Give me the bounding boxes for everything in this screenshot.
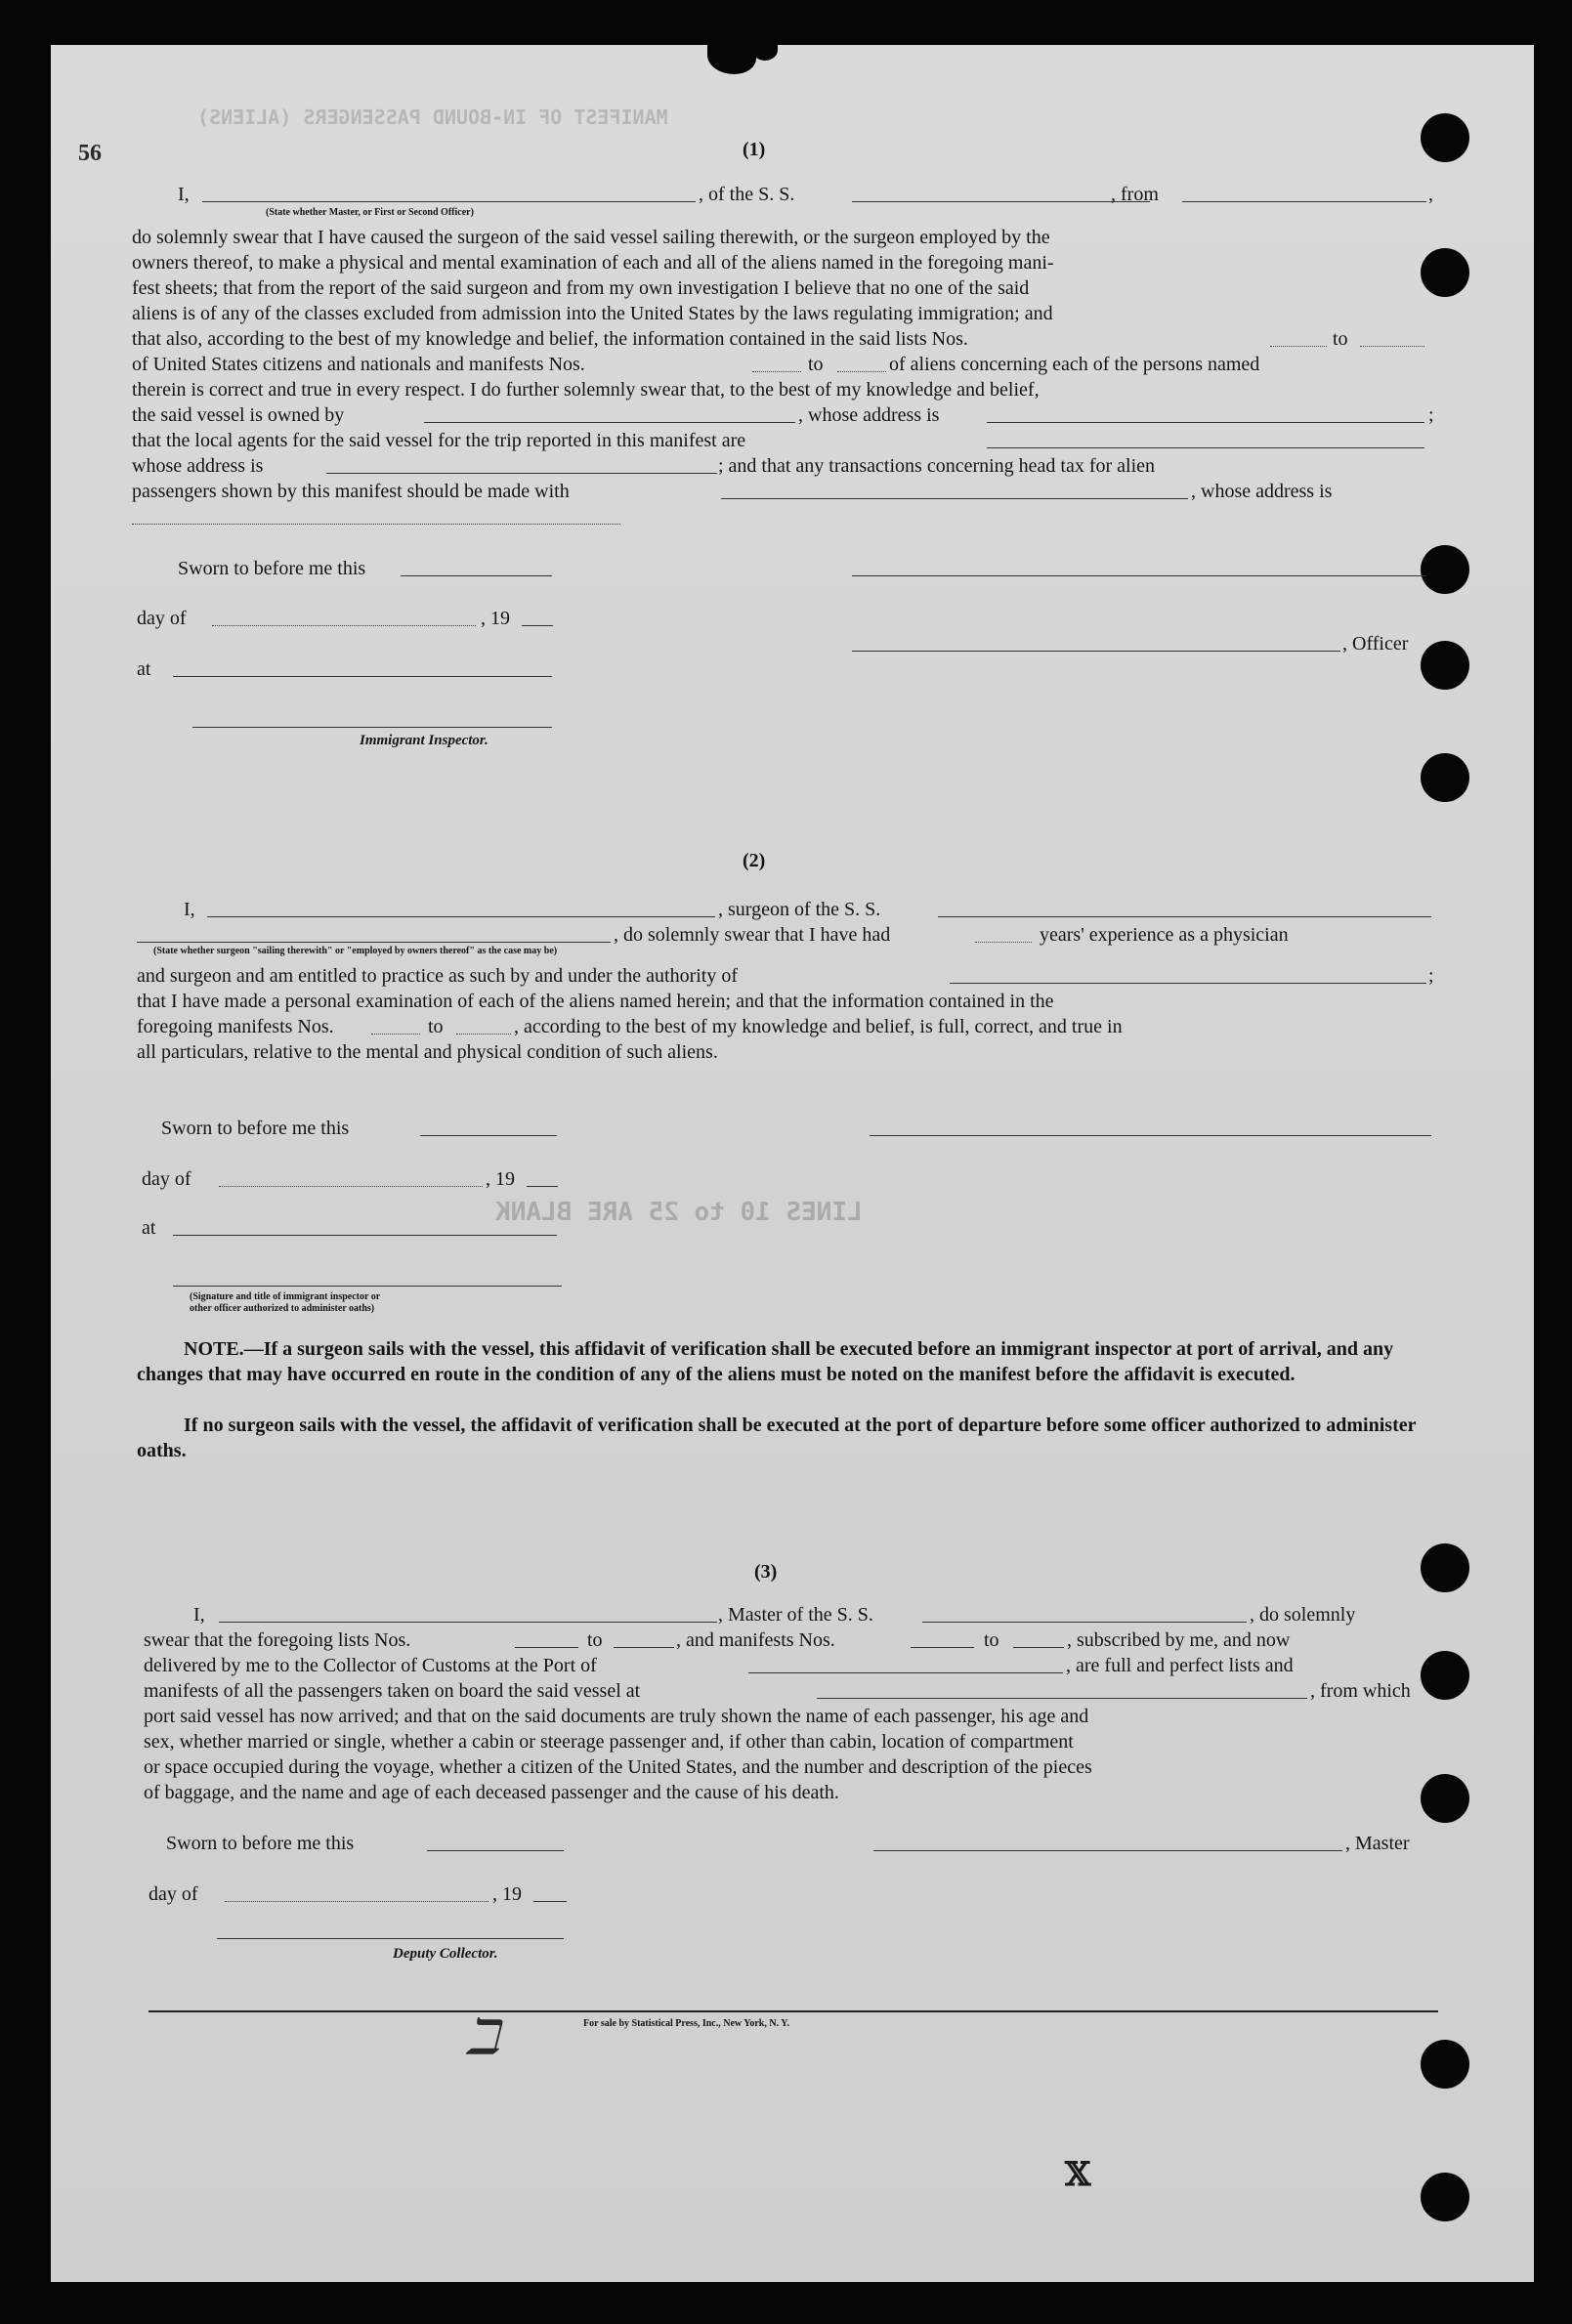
margin-page-number: 56 (78, 141, 102, 166)
s2-line-5: foregoing manifests Nos. (137, 1016, 334, 1037)
s3-line-3: delivered by me to the Collector of Customs at the Port of (144, 1655, 597, 1676)
s2-at-blank (173, 1235, 557, 1236)
section-3-number: (3) (754, 1561, 778, 1583)
s2-ship-name-blank (938, 916, 1431, 917)
s1-line-9-semicolon: ; (1428, 404, 1434, 426)
s1-year-blank (522, 625, 553, 626)
handwritten-mark: 𝕏 (1065, 2155, 1091, 2194)
s2-year-label: , 19 (486, 1168, 515, 1190)
s2-note-1-text: —If a surgeon sails with the vessel, this affidavit of verification shall be executed before an immigrant inspector at port of arrival, and any changes that may have occurred en route in the condition of any of the aliens must be noted on the manifest before the affidavit is executed. (137, 1338, 1394, 1385)
s3-deputy-label: Deputy Collector. (393, 1946, 498, 1962)
handwritten-mark: ℶ (466, 2008, 499, 2065)
section-1-number: (1) (743, 139, 766, 160)
s3-ship-name-blank (922, 1622, 1247, 1623)
s3-line-7: or space occupied during the voyage, whether a citizen of the United States, and the number and description of the pieces (144, 1756, 1092, 1778)
s3-master-label: , Master (1345, 1833, 1410, 1854)
punch-hole (1421, 113, 1469, 162)
s3-year-blank (533, 1901, 567, 1902)
s1-line-3: owners thereof, to make a physical and mental examination of each and all of the aliens named in the foregoing mani- (132, 252, 1054, 274)
s1-lists-from-blank (1270, 346, 1327, 347)
s1-of-ship: , of the S. S. (699, 184, 795, 205)
s3-sworn-label: Sworn to before me this (166, 1833, 355, 1854)
s1-year-label: , 19 (481, 608, 510, 629)
punch-hole (1421, 641, 1469, 690)
s1-line-12-address: , whose address is (1191, 481, 1333, 502)
s2-note-1 (137, 1336, 1438, 1387)
s3-oath-i: I, (193, 1604, 205, 1626)
s3-lists-to-blank (614, 1647, 674, 1648)
s1-manifests-from-blank (752, 371, 801, 372)
printer-imprint: For sale by Statistical Press, Inc., New York, N. Y. (583, 2018, 790, 2029)
s2-at-label: at (142, 1217, 156, 1239)
s3-master-of-ship: , Master of the S. S. (718, 1604, 873, 1626)
s3-master-name-blank (219, 1622, 717, 1623)
document-sheet (51, 45, 1534, 2282)
s3-day-of-label: day of (149, 1883, 198, 1905)
s1-line-4: fest sheets; that from the report of the said surgeon and from my own investigation I believe that no one of the said (132, 277, 1030, 299)
s1-line-8: therein is correct and true in every respect. I do further solemnly swear that, to the best of my knowledge and belief, (132, 379, 1040, 401)
s3-line-3-rest: , are full and perfect lists and (1066, 1655, 1294, 1676)
punch-hole (1421, 545, 1469, 594)
s1-line-7-to: to (808, 354, 824, 375)
s1-comma: , (1428, 184, 1433, 205)
s2-line-2: , do solemnly swear that I have had (614, 924, 891, 946)
s3-lists-from-blank (515, 1647, 578, 1648)
s1-officer-name-blank (202, 201, 696, 202)
s2-line-5-rest: , according to the best of my knowledge and belief, is full, correct, and true in (514, 1016, 1123, 1037)
punch-hole (1421, 753, 1469, 802)
punch-hole (1421, 1543, 1469, 1592)
s3-do-solemnly: , do solemnly (1250, 1604, 1356, 1626)
s3-line-4-rest: , from which (1310, 1680, 1411, 1702)
s2-line-5-to: to (428, 1016, 444, 1037)
s3-master-signature-line (873, 1850, 1342, 1851)
s2-line-6: all particulars, relative to the mental and physical condition of such aliens. (137, 1041, 718, 1063)
s3-line-2: swear that the foregoing lists Nos. (144, 1629, 411, 1651)
s1-at-blank (173, 676, 552, 677)
s3-manifests-to-blank (1013, 1647, 1064, 1648)
s1-line-6: that also, according to the best of my knowledge and belief, the information contained in the said lists Nos. (132, 328, 968, 350)
s3-line-2-to: to (587, 1629, 603, 1651)
s1-line-6-to: to (1333, 328, 1348, 350)
s1-owner-blank (424, 422, 795, 423)
s2-note-1-head: NOTE. (184, 1338, 244, 1360)
s1-line-9: the said vessel is owned by (132, 404, 345, 426)
torn-edge (752, 39, 778, 61)
s2-footnote-surgeon: (State whether surgeon "sailing therewith" or "employed by owners thereof" as the case may be) (153, 946, 558, 956)
s3-manifests-from-blank (911, 1647, 974, 1648)
s2-year-blank (527, 1186, 558, 1187)
s3-sworn-date-blank (427, 1850, 564, 1851)
s2-inspector-signature-line (173, 1286, 562, 1287)
s1-officer-signature-line (852, 575, 1426, 576)
s2-sworn-label: Sworn to before me this (161, 1118, 350, 1139)
s1-owner-address-blank (987, 422, 1424, 423)
s2-day-of-blank (219, 1186, 483, 1187)
s2-footnote-signature-1: (Signature and title of immigrant inspector or (190, 1291, 381, 1302)
bleed-through-header: MANIFEST OF IN-BOUND PASSENGERS (ALIENS) (197, 106, 668, 129)
s1-from: , from (1111, 184, 1159, 205)
s3-boarding-port-blank (817, 1698, 1307, 1699)
bottom-rule (149, 2010, 1438, 2012)
s1-officer-label: , Officer (1342, 633, 1409, 655)
s2-surgeon-of-ship: , surgeon of the S. S. (718, 899, 881, 920)
section-2-number: (2) (743, 850, 766, 871)
s3-line-5: port said vessel has now arrived; and that on the said documents are truly shown the name of each passenger, his age and (144, 1706, 1089, 1727)
punch-hole (1421, 2173, 1469, 2221)
s2-manifests-from-blank (371, 1034, 420, 1035)
s2-sworn-date-blank (420, 1135, 557, 1136)
s1-day-of-blank (212, 625, 476, 626)
s1-line-11-rest: ; and that any transactions concerning head tax for alien (718, 455, 1156, 477)
s2-footnote-signature-2: other officer authorized to administer oaths) (190, 1303, 375, 1314)
punch-hole (1421, 2040, 1469, 2089)
s3-line-2-to-2: to (984, 1629, 999, 1651)
torn-edge (707, 39, 756, 74)
s1-from-port-blank (1182, 201, 1426, 202)
bleed-through-text: LINES 10 to 25 ARE BLANK (495, 1198, 863, 1227)
s1-inspector-label: Immigrant Inspector. (360, 733, 489, 748)
s2-line-4: that I have made a personal examination of each of the aliens named herein; and that the information contained in the (137, 991, 1054, 1012)
s1-sworn-label: Sworn to before me this (178, 558, 366, 579)
s1-headtax-address-blank (132, 524, 620, 525)
s1-line-12: passengers shown by this manifest should be made with (132, 481, 570, 502)
s2-line-2-rest: years' experience as a physician (1040, 924, 1289, 946)
punch-hole (1421, 1774, 1469, 1823)
s1-line-9-address: , whose address is (798, 404, 940, 426)
s1-manifests-to-blank (837, 371, 886, 372)
s1-sworn-date-blank (401, 575, 552, 576)
punch-hole (1421, 1651, 1469, 1700)
s3-line-4: manifests of all the passengers taken on board the said vessel at (144, 1680, 641, 1702)
s3-year-label: , 19 (492, 1883, 522, 1905)
s3-line-6: sex, whether married or single, whether a cabin or steerage passenger and, if other than cabin, location of compartment (144, 1731, 1074, 1753)
s2-line-3: and surgeon and am entitled to practice as such by and under the authority of (137, 965, 738, 987)
s1-ship-name-blank (852, 201, 1150, 202)
s1-officer-title-line (852, 651, 1340, 652)
s3-day-of-blank (225, 1901, 489, 1902)
s3-line-2-rest: , subscribed by me, and now (1067, 1629, 1291, 1651)
s1-agents-blank (987, 447, 1424, 448)
s1-headtax-blank (721, 498, 1188, 499)
s1-day-of-label: day of (137, 608, 187, 629)
s2-manifests-to-blank (456, 1034, 511, 1035)
s3-deputy-signature-line (217, 1938, 564, 1939)
s2-authority-blank (950, 983, 1426, 984)
s1-oath-i: I, (178, 184, 190, 205)
s2-years-blank (975, 942, 1032, 943)
s1-line-7-rest: of aliens concerning each of the persons named (889, 354, 1260, 375)
s1-line-10: that the local agents for the said vessel for the trip reported in this manifest are (132, 430, 746, 451)
s1-at-label: at (137, 658, 151, 680)
s2-oath-i: I, (184, 899, 195, 920)
s2-line-3-semicolon: ; (1428, 965, 1434, 987)
s1-line-7: of United States citizens and nationals and manifests Nos. (132, 354, 585, 375)
s2-day-of-label: day of (142, 1168, 191, 1190)
s1-lists-to-blank (1360, 346, 1424, 347)
s3-port-blank (748, 1672, 1063, 1673)
s1-line-5: aliens is of any of the classes excluded from admission into the United States by the laws regulating immigration; and (132, 303, 1053, 324)
s1-line-11: whose address is (132, 455, 264, 477)
s2-note-2: If no surgeon sails with the vessel, the affidavit of verification shall be executed at the port of departure before some officer authorized to administer oaths. (137, 1415, 1417, 1461)
s3-line-8: of baggage, and the name and age of each deceased passenger and the cause of his death. (144, 1782, 839, 1803)
s1-agents-address-blank (326, 473, 717, 474)
s2-surgeon-signature-line (870, 1135, 1431, 1136)
s1-inspector-signature-line (192, 727, 552, 728)
s1-line-2: do solemnly swear that I have caused the surgeon of the said vessel sailing therewith, or the surgeon employed by the (132, 227, 1050, 248)
punch-hole (1421, 248, 1469, 297)
s2-surgeon-name-blank (207, 916, 715, 917)
s3-line-2-manifests: , and manifests Nos. (676, 1629, 835, 1651)
s2-surgeon-type-blank (137, 942, 611, 943)
s1-footnote-master: (State whether Master, or First or Second Officer) (266, 207, 474, 218)
